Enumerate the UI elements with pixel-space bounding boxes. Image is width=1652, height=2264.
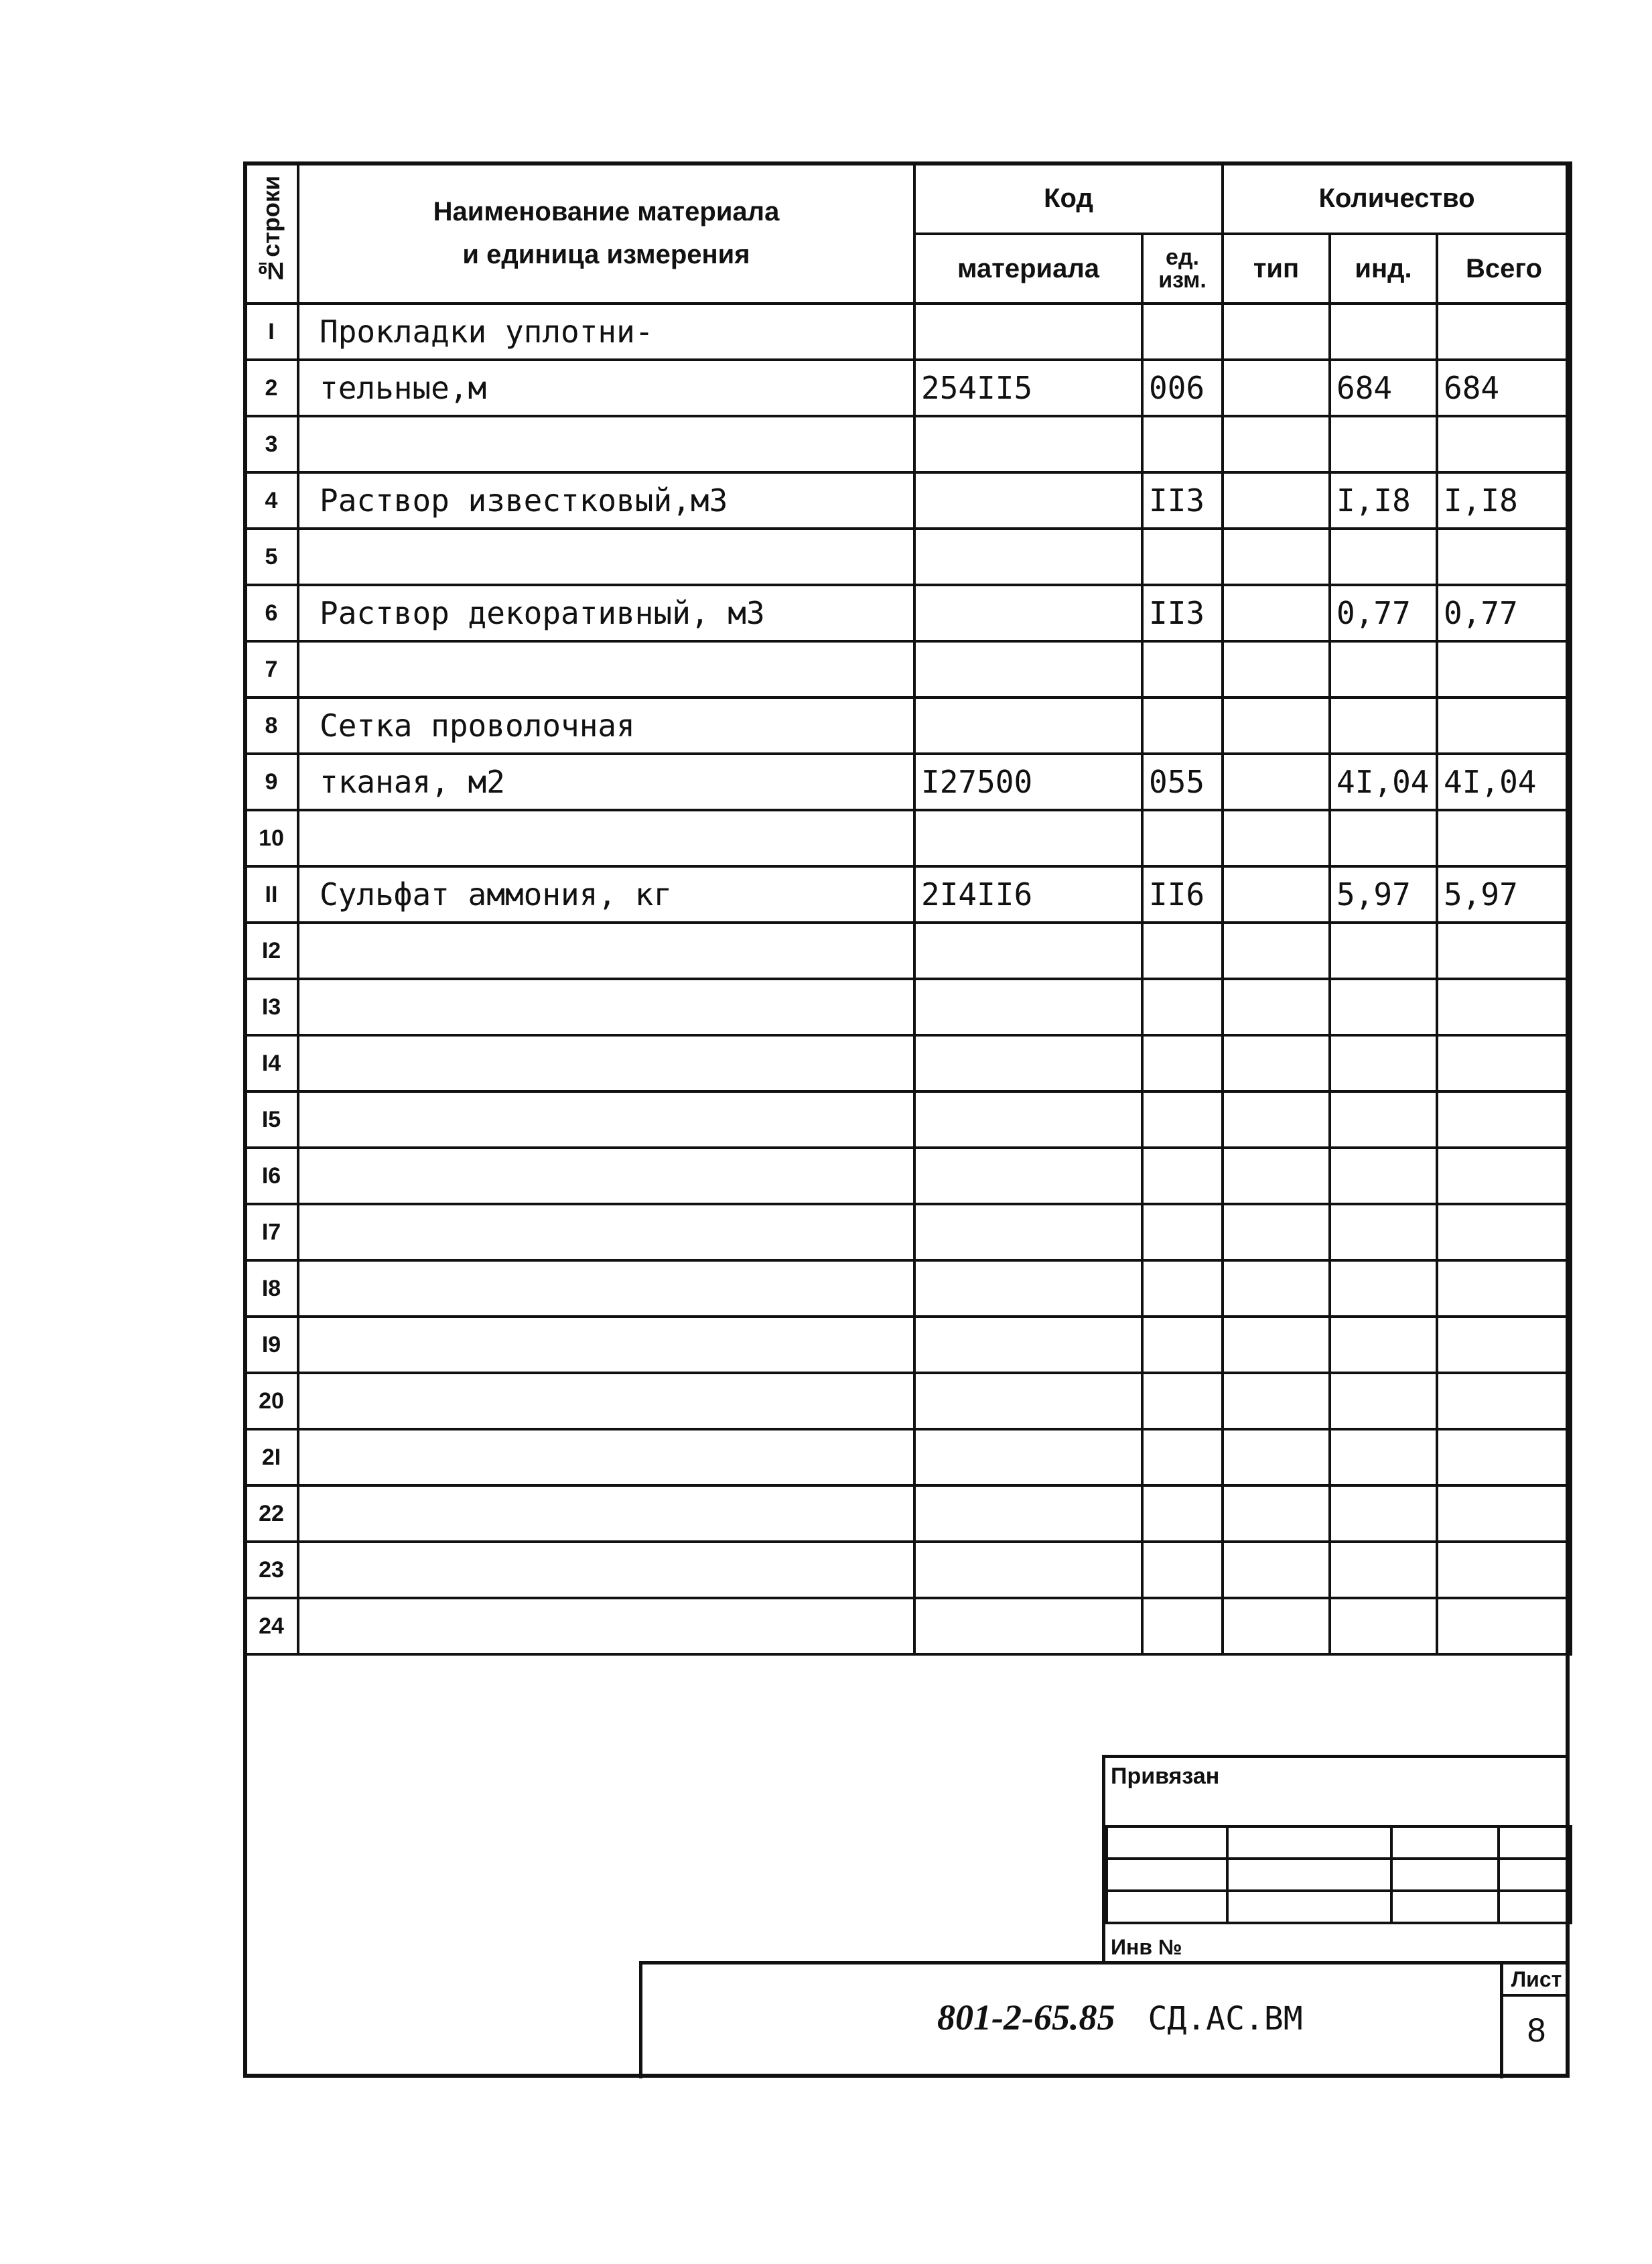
type-cell [1223, 1035, 1330, 1091]
table-row [245, 641, 1571, 697]
material-name-cell [298, 1260, 914, 1317]
material-name-cell: Прокладки уплотни- [298, 304, 914, 360]
type-cell [1223, 1373, 1330, 1429]
material-code-cell [914, 1373, 1142, 1429]
material-code-cell [914, 1485, 1142, 1542]
row-number-header [245, 163, 298, 304]
material-code-cell [914, 1542, 1142, 1598]
total-cell: 684 [1437, 360, 1571, 416]
ind-cell: 4I,04 [1330, 754, 1437, 810]
ind-cell [1330, 1091, 1437, 1148]
material-name-cell: тельные,м [298, 360, 914, 416]
unit-code-cell [1142, 923, 1223, 979]
total-cell: 4I,04 [1437, 754, 1571, 810]
binding-block [1102, 1755, 1570, 1961]
unit-code-cell [1142, 1260, 1223, 1317]
materials-table [243, 161, 1572, 1656]
table-row [245, 472, 1571, 529]
type-cell [1223, 1148, 1330, 1204]
total-cell [1437, 641, 1571, 697]
total-cell [1437, 416, 1571, 472]
unit-code-cell [1142, 416, 1223, 472]
material-code-cell [914, 1317, 1142, 1373]
total-cell [1437, 1598, 1571, 1654]
total-cell [1437, 1373, 1571, 1429]
table-row [245, 1091, 1571, 1148]
total-cell [1437, 304, 1571, 360]
table-row [245, 1148, 1571, 1204]
unit-code-header [1142, 234, 1223, 304]
binding-cell [1227, 1826, 1391, 1859]
type-cell [1223, 1091, 1330, 1148]
ind-cell [1330, 1035, 1437, 1091]
row-number-cell: I8 [245, 1260, 298, 1317]
binding-cell [1499, 1891, 1571, 1923]
type-cell [1223, 866, 1330, 923]
table-row [245, 923, 1571, 979]
type-cell [1223, 979, 1330, 1035]
material-name-cell [298, 1429, 914, 1485]
ind-cell [1330, 923, 1437, 979]
total-cell [1437, 1317, 1571, 1373]
material-code-header: материала [914, 234, 1142, 304]
material-code-cell [914, 923, 1142, 979]
total-cell: I,I8 [1437, 472, 1571, 529]
table-row [245, 1035, 1571, 1091]
row-number-cell: 24 [245, 1598, 298, 1654]
material-code-cell [914, 810, 1142, 866]
row-number-cell: 10 [245, 810, 298, 866]
material-name-header [298, 163, 914, 304]
table-row [245, 979, 1571, 1035]
material-name-cell [298, 416, 914, 472]
unit-code-header-line2: изм. [1158, 267, 1207, 293]
binding-grid-row [1107, 1826, 1571, 1859]
material-name-cell [298, 1317, 914, 1373]
table-row [245, 416, 1571, 472]
table-row [245, 360, 1571, 416]
row-number-cell: 5 [245, 529, 298, 585]
row-number-cell: I3 [245, 979, 298, 1035]
row-number-cell: I [245, 304, 298, 360]
ind-cell [1330, 416, 1437, 472]
row-number-cell: I5 [245, 1091, 298, 1148]
type-cell [1223, 1429, 1330, 1485]
type-cell [1223, 472, 1330, 529]
unit-code-cell [1142, 810, 1223, 866]
table-row [245, 1429, 1571, 1485]
material-code-cell: 2I4II6 [914, 866, 1142, 923]
binding-cell [1107, 1859, 1227, 1891]
material-code-cell [914, 641, 1142, 697]
material-code-cell [914, 1598, 1142, 1654]
row-number-cell: 20 [245, 1373, 298, 1429]
type-cell [1223, 1260, 1330, 1317]
table-row [245, 1542, 1571, 1598]
material-code-cell [914, 416, 1142, 472]
ind-cell [1330, 1373, 1437, 1429]
row-number-cell: I7 [245, 1204, 298, 1260]
sheet-label: Лист [1503, 1965, 1570, 1997]
ind-cell: 684 [1330, 360, 1437, 416]
row-number-cell: 3 [245, 416, 298, 472]
type-cell [1223, 810, 1330, 866]
type-header: тип [1223, 234, 1330, 304]
type-cell [1223, 923, 1330, 979]
table-row [245, 529, 1571, 585]
document-code [937, 1997, 1303, 2038]
material-name-cell: Раствор известковый,м3 [298, 472, 914, 529]
ind-cell [1330, 304, 1437, 360]
unit-code-cell [1142, 1485, 1223, 1542]
ind-cell: 0,77 [1330, 585, 1437, 641]
unit-code-cell [1142, 1429, 1223, 1485]
material-name-cell [298, 641, 914, 697]
material-code-cell [914, 1091, 1142, 1148]
unit-code-cell [1142, 529, 1223, 585]
material-name-cell [298, 979, 914, 1035]
unit-code-cell [1142, 1542, 1223, 1598]
material-name-cell [298, 1148, 914, 1204]
total-cell [1437, 529, 1571, 585]
table-row [245, 810, 1571, 866]
binding-label: Привязан [1111, 1763, 1220, 1789]
code-header: Код [914, 163, 1223, 234]
material-name-cell: Сетка проволочная [298, 697, 914, 754]
binding-cell [1391, 1891, 1499, 1923]
unit-code-cell: II3 [1142, 472, 1223, 529]
binding-cell [1107, 1891, 1227, 1923]
material-name-cell [298, 1204, 914, 1260]
type-cell [1223, 529, 1330, 585]
unit-code-cell: II3 [1142, 585, 1223, 641]
specification-sheet [243, 161, 1570, 2078]
material-name-cell: тканая, м2 [298, 754, 914, 810]
material-code-cell [914, 529, 1142, 585]
table-row [245, 1598, 1571, 1654]
unit-code-header-line1: ед. [1166, 245, 1199, 270]
total-cell [1437, 1091, 1571, 1148]
row-number-cell: 4 [245, 472, 298, 529]
material-code-cell: I27500 [914, 754, 1142, 810]
table-row [245, 754, 1571, 810]
unit-code-cell: 055 [1142, 754, 1223, 810]
row-number-cell: 2 [245, 360, 298, 416]
material-name-cell [298, 1373, 914, 1429]
total-cell [1437, 1542, 1571, 1598]
table-row [245, 1260, 1571, 1317]
unit-code-cell [1142, 304, 1223, 360]
ind-cell [1330, 1542, 1437, 1598]
row-number-header-label: №строки [257, 175, 285, 285]
total-cell [1437, 1485, 1571, 1542]
document-number: 801-2-65.85 [937, 1997, 1115, 2038]
binding-grid-row [1107, 1891, 1571, 1923]
total-cell [1437, 697, 1571, 754]
material-name-cell [298, 1091, 914, 1148]
row-number-cell: I4 [245, 1035, 298, 1091]
table-body [245, 304, 1571, 1654]
inventory-number-label: Инв № [1111, 1935, 1182, 1959]
ind-cell [1330, 1148, 1437, 1204]
total-cell [1437, 979, 1571, 1035]
row-number-cell: 9 [245, 754, 298, 810]
material-name-cell: Сульфат аммония, кг [298, 866, 914, 923]
table-row [245, 866, 1571, 923]
unit-code-cell [1142, 979, 1223, 1035]
unit-code-cell [1142, 1204, 1223, 1260]
unit-code-cell [1142, 1317, 1223, 1373]
type-cell [1223, 585, 1330, 641]
material-code-cell [914, 697, 1142, 754]
table-row [245, 585, 1571, 641]
ind-cell [1330, 1317, 1437, 1373]
material-name-cell [298, 529, 914, 585]
type-cell [1223, 360, 1330, 416]
material-name-cell [298, 1542, 914, 1598]
total-cell: 5,97 [1437, 866, 1571, 923]
binding-grid-row [1107, 1859, 1571, 1891]
binding-cell [1107, 1826, 1227, 1859]
total-cell [1437, 1429, 1571, 1485]
type-cell [1223, 416, 1330, 472]
unit-code-cell [1142, 1373, 1223, 1429]
ind-cell [1330, 1260, 1437, 1317]
table-row [245, 1317, 1571, 1373]
ind-cell [1330, 979, 1437, 1035]
type-cell [1223, 1485, 1330, 1542]
material-code-cell: 254II5 [914, 360, 1142, 416]
unit-code-cell: II6 [1142, 866, 1223, 923]
unit-code-cell [1142, 697, 1223, 754]
header-row-1 [245, 163, 1571, 234]
binding-cell [1499, 1826, 1571, 1859]
row-number-cell: 2I [245, 1429, 298, 1485]
total-cell [1437, 923, 1571, 979]
material-code-cell [914, 1148, 1142, 1204]
material-name-cell: Раствор декоративный, м3 [298, 585, 914, 641]
material-name-header-line1: Наименование материала [433, 197, 780, 226]
unit-code-cell [1142, 1035, 1223, 1091]
table-row [245, 697, 1571, 754]
unit-code-cell [1142, 1148, 1223, 1204]
table-row [245, 304, 1571, 360]
ind-header: инд. [1330, 234, 1437, 304]
sheet-cell [1500, 1965, 1570, 2078]
document-suffix: СД.АС.ВМ [1148, 2000, 1303, 2038]
row-number-cell: 22 [245, 1485, 298, 1542]
row-number-cell: I9 [245, 1317, 298, 1373]
sheet-number: 8 [1527, 2011, 1546, 2049]
material-name-cell [298, 1035, 914, 1091]
material-code-cell [914, 1260, 1142, 1317]
ind-cell [1330, 810, 1437, 866]
total-cell [1437, 810, 1571, 866]
material-name-cell [298, 1485, 914, 1542]
ind-cell [1330, 529, 1437, 585]
unit-code-cell [1142, 1091, 1223, 1148]
total-cell: 0,77 [1437, 585, 1571, 641]
binding-cell [1391, 1826, 1499, 1859]
unit-code-cell [1142, 1598, 1223, 1654]
type-cell [1223, 1204, 1330, 1260]
material-code-cell [914, 1429, 1142, 1485]
material-name-header-line2: и единица измерения [462, 240, 750, 269]
material-code-cell [914, 585, 1142, 641]
row-number-cell: 7 [245, 641, 298, 697]
table-row [245, 1373, 1571, 1429]
material-name-cell [298, 1598, 914, 1654]
total-cell [1437, 1148, 1571, 1204]
ind-cell [1330, 1485, 1437, 1542]
material-name-cell [298, 810, 914, 866]
unit-code-cell [1142, 641, 1223, 697]
type-cell [1223, 1542, 1330, 1598]
total-cell [1437, 1260, 1571, 1317]
type-cell [1223, 304, 1330, 360]
material-code-cell [914, 472, 1142, 529]
material-code-cell [914, 1204, 1142, 1260]
type-cell [1223, 1598, 1330, 1654]
ind-cell [1330, 697, 1437, 754]
ind-cell [1330, 1429, 1437, 1485]
unit-code-cell: 006 [1142, 360, 1223, 416]
table-row [245, 1485, 1571, 1542]
binding-grid [1105, 1825, 1572, 1924]
material-code-cell [914, 1035, 1142, 1091]
material-name-cell [298, 923, 914, 979]
row-number-cell: 8 [245, 697, 298, 754]
binding-cell [1227, 1859, 1391, 1891]
binding-cell [1391, 1859, 1499, 1891]
type-cell [1223, 754, 1330, 810]
type-cell [1223, 1317, 1330, 1373]
ind-cell: I,I8 [1330, 472, 1437, 529]
binding-cell [1499, 1859, 1571, 1891]
row-number-cell: II [245, 866, 298, 923]
quantity-header: Количество [1223, 163, 1571, 234]
binding-cell [1227, 1891, 1391, 1923]
title-stamp [639, 1961, 1570, 2078]
total-header: Всего [1437, 234, 1571, 304]
total-cell [1437, 1035, 1571, 1091]
table-row [245, 1204, 1571, 1260]
row-number-cell: 23 [245, 1542, 298, 1598]
type-cell [1223, 697, 1330, 754]
row-number-cell: 6 [245, 585, 298, 641]
type-cell [1223, 641, 1330, 697]
ind-cell [1330, 641, 1437, 697]
ind-cell [1330, 1598, 1437, 1654]
material-code-cell [914, 979, 1142, 1035]
material-code-cell [914, 304, 1142, 360]
row-number-cell: I6 [245, 1148, 298, 1204]
ind-cell: 5,97 [1330, 866, 1437, 923]
total-cell [1437, 1204, 1571, 1260]
ind-cell [1330, 1204, 1437, 1260]
row-number-cell: I2 [245, 923, 298, 979]
